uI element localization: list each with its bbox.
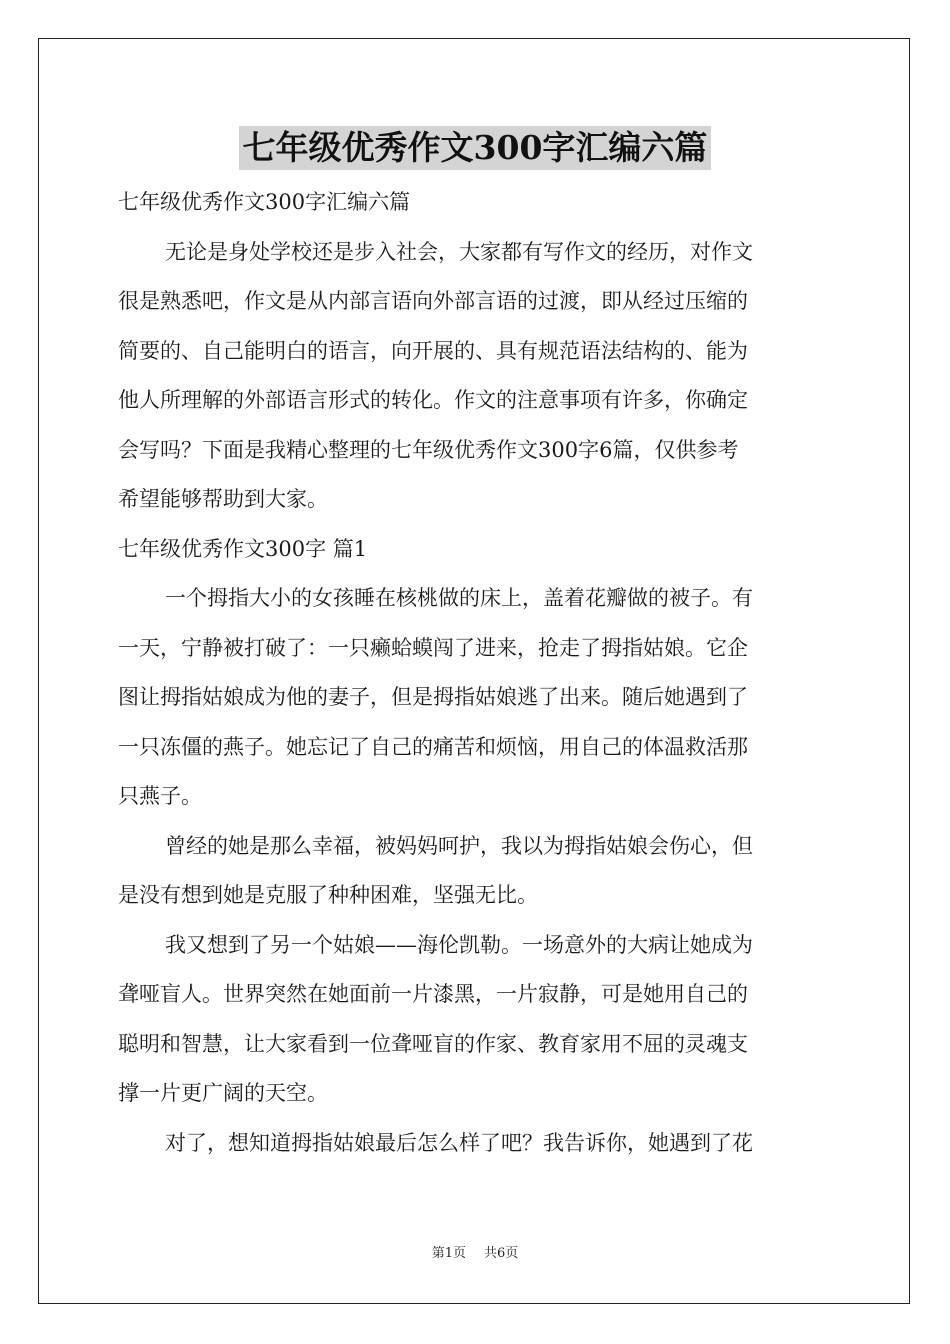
text-line: 简要的、自己能明白的语言，向开展的、具有规范语法结构的、能为 — [118, 338, 748, 363]
text-line: 只燕子。 — [118, 784, 202, 808]
text-line: 图让拇指姑娘成为他的妻子，但是拇指姑娘逃了出来。随后她遇到了 — [118, 685, 748, 709]
text-line: 对了，想知道拇指姑娘最后怎么样了吧？我告诉你，她遇到了花 — [165, 1130, 753, 1155]
text-line: 无论是身处学校还是步入社会，大家都有写作文的经历，对作文 — [165, 239, 753, 264]
document-body — [118, 178, 832, 1168]
text-line: 聪明和智慧，让大家看到一位聋哑盲的作家、教育家用不屈的灵魂支 — [118, 1031, 748, 1056]
text-line: 我又想到了另一个姑娘——海伦凯勒。一场意外的大病让她成为 — [165, 932, 753, 957]
text-line: 七年级优秀作文300字汇编六篇 — [118, 190, 411, 214]
text-line: 很是熟悉吧，作文是从内部言语向外部言语的过渡，即从经过压缩的 — [118, 289, 748, 313]
text-line: 七年级优秀作文300字 篇1 — [118, 536, 368, 561]
text-line: 是没有想到她是克服了种种困难，坚强无比。 — [118, 883, 538, 907]
text-line: 会写吗？下面是我精心整理的七年级优秀作文300字6篇，仅供参考 — [118, 437, 739, 462]
text-line: 撑一片更广阔的天空。 — [118, 1081, 328, 1105]
title-container — [0, 126, 950, 170]
text-line: 一天，宁静被打破了：一只癞蛤蟆闯了进来，抢走了拇指姑娘。它企 — [118, 635, 748, 660]
page-total: 共6页 — [484, 1246, 519, 1261]
text-line: 一个拇指大小的女孩睡在核桃做的床上，盖着花瓣做的被子。有 — [165, 586, 753, 610]
document-title: 七年级优秀作文300字汇编六篇 — [239, 126, 712, 170]
text-line: 曾经的她是那么幸福，被妈妈呵护，我以为拇指姑娘会伤心，但 — [165, 833, 753, 858]
text-line: 一只冻僵的燕子。她忘记了自己的痛苦和烦恼，用自己的体温救活那 — [118, 734, 748, 759]
text-line: 他人所理解的外部语言形式的转化。作文的注意事项有许多，你确定 — [118, 388, 748, 412]
text-line: 聋哑盲人。世界突然在她面前一片漆黑，一片寂静，可是她用自己的 — [118, 982, 748, 1006]
page-number: 第1页 — [431, 1246, 466, 1261]
text-line: 希望能够帮助到大家。 — [118, 487, 328, 511]
page-footer — [0, 1244, 950, 1264]
